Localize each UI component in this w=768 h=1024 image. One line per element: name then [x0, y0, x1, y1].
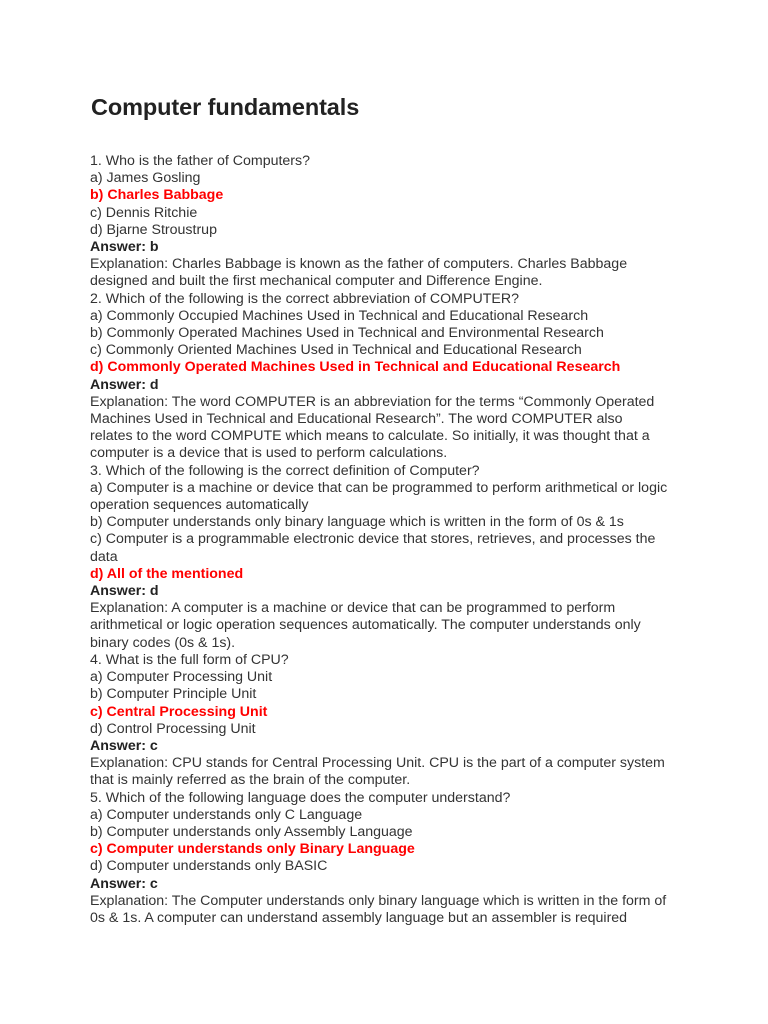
question-block: [90, 291, 690, 463]
question-text: 1. Who is the father of Computers?: [90, 153, 311, 169]
option: c) Computer is a programmable electronic device that stores, retrieves, and processes the: [90, 531, 656, 548]
correct-option: b) Charles Babbage: [90, 187, 224, 204]
option: a) Computer is a machine or device that can be programmed to perform arithmetical or logic: [90, 479, 668, 496]
explanation-text: designed and built the first mechanical computer and Difference Engine.: [90, 273, 543, 290]
option: operation sequences automatically: [90, 497, 309, 514]
answer-label: Answer: d: [90, 583, 159, 600]
option: b) Computer Principle Unit: [90, 686, 257, 703]
correct-option: d) Commonly Operated Machines Used in Technical and Educational Research: [90, 359, 621, 376]
quiz-content: [90, 153, 690, 927]
explanation-text: binary codes (0s & 1s).: [90, 634, 236, 651]
question-text: 4. What is the full form of CPU?: [90, 651, 289, 668]
answer-label: Answer: c: [90, 875, 158, 892]
option: c) Dennis Ritchie: [90, 204, 198, 221]
option: b) Computer understands only binary language which is written in the form of 0s & 1s: [90, 514, 624, 531]
option: d) Control Processing Unit: [90, 720, 256, 737]
explanation-text: that is mainly referred as the brain of the computer.: [90, 772, 411, 789]
answer-label: Answer: d: [90, 376, 159, 393]
answer-label: Answer: c: [90, 737, 158, 754]
explanation-text: arithmetical or logic operation sequences automatically. The computer understands only: [90, 617, 641, 634]
explanation-text: Explanation: The Computer understands only binary language which is written in the form of: [90, 892, 667, 909]
option: d) Bjarne Stroustrup: [90, 221, 217, 238]
option: a) Computer understands only C Language: [90, 806, 363, 823]
explanation-text: Explanation: CPU stands for Central Processing Unit. CPU is the part of a computer system: [90, 755, 665, 772]
explanation-text: Explanation: The word COMPUTER is an abbreviation for the terms “Commonly Operated: [90, 393, 655, 410]
option: a) James Gosling: [90, 170, 201, 187]
question-block: [90, 463, 690, 652]
explanation-text: relates to the word COMPUTE which means to calculate. So initially, it was thought that a: [90, 428, 650, 445]
question-text: 5. Which of the following language does the computer understand?: [90, 789, 511, 806]
option: b) Commonly Operated Machines Used in Technical and Environmental Research: [90, 325, 604, 342]
document-title: Computer fundamentals: [91, 94, 360, 120]
question-block: [90, 153, 690, 291]
option: data: [90, 548, 118, 565]
explanation-text: Machines Used in Technical and Educational Research”. The word COMPUTER also: [90, 411, 623, 428]
correct-option: c) Computer understands only Binary Language: [90, 841, 415, 858]
option: a) Commonly Occupied Machines Used in Technical and Educational Research: [90, 307, 589, 324]
explanation-text: Explanation: A computer is a machine or device that can be programmed to perform: [90, 600, 616, 617]
correct-option: c) Central Processing Unit: [90, 703, 268, 720]
question-text: 3. Which of the following is the correct definition of Computer?: [90, 462, 480, 479]
answer-label: Answer: b: [90, 239, 159, 256]
explanation-text: Explanation: Charles Babbage is known as the father of computers. Charles Babbage: [90, 256, 628, 273]
explanation-text: 0s & 1s. A computer can understand assembly language but an assembler is required: [90, 909, 628, 926]
question-text: 2. Which of the following is the correct abbreviation of COMPUTER?: [90, 290, 519, 307]
option: a) Computer Processing Unit: [90, 669, 273, 686]
option: b) Computer understands only Assembly Language: [90, 823, 413, 840]
question-block: [90, 790, 690, 928]
correct-option: d) All of the mentioned: [90, 565, 244, 582]
question-block: [90, 652, 690, 790]
explanation-text: computer is a device that is used to perform calculations.: [90, 445, 448, 462]
option: c) Commonly Oriented Machines Used in Technical and Educational Research: [90, 342, 582, 359]
option: d) Computer understands only BASIC: [90, 858, 328, 875]
